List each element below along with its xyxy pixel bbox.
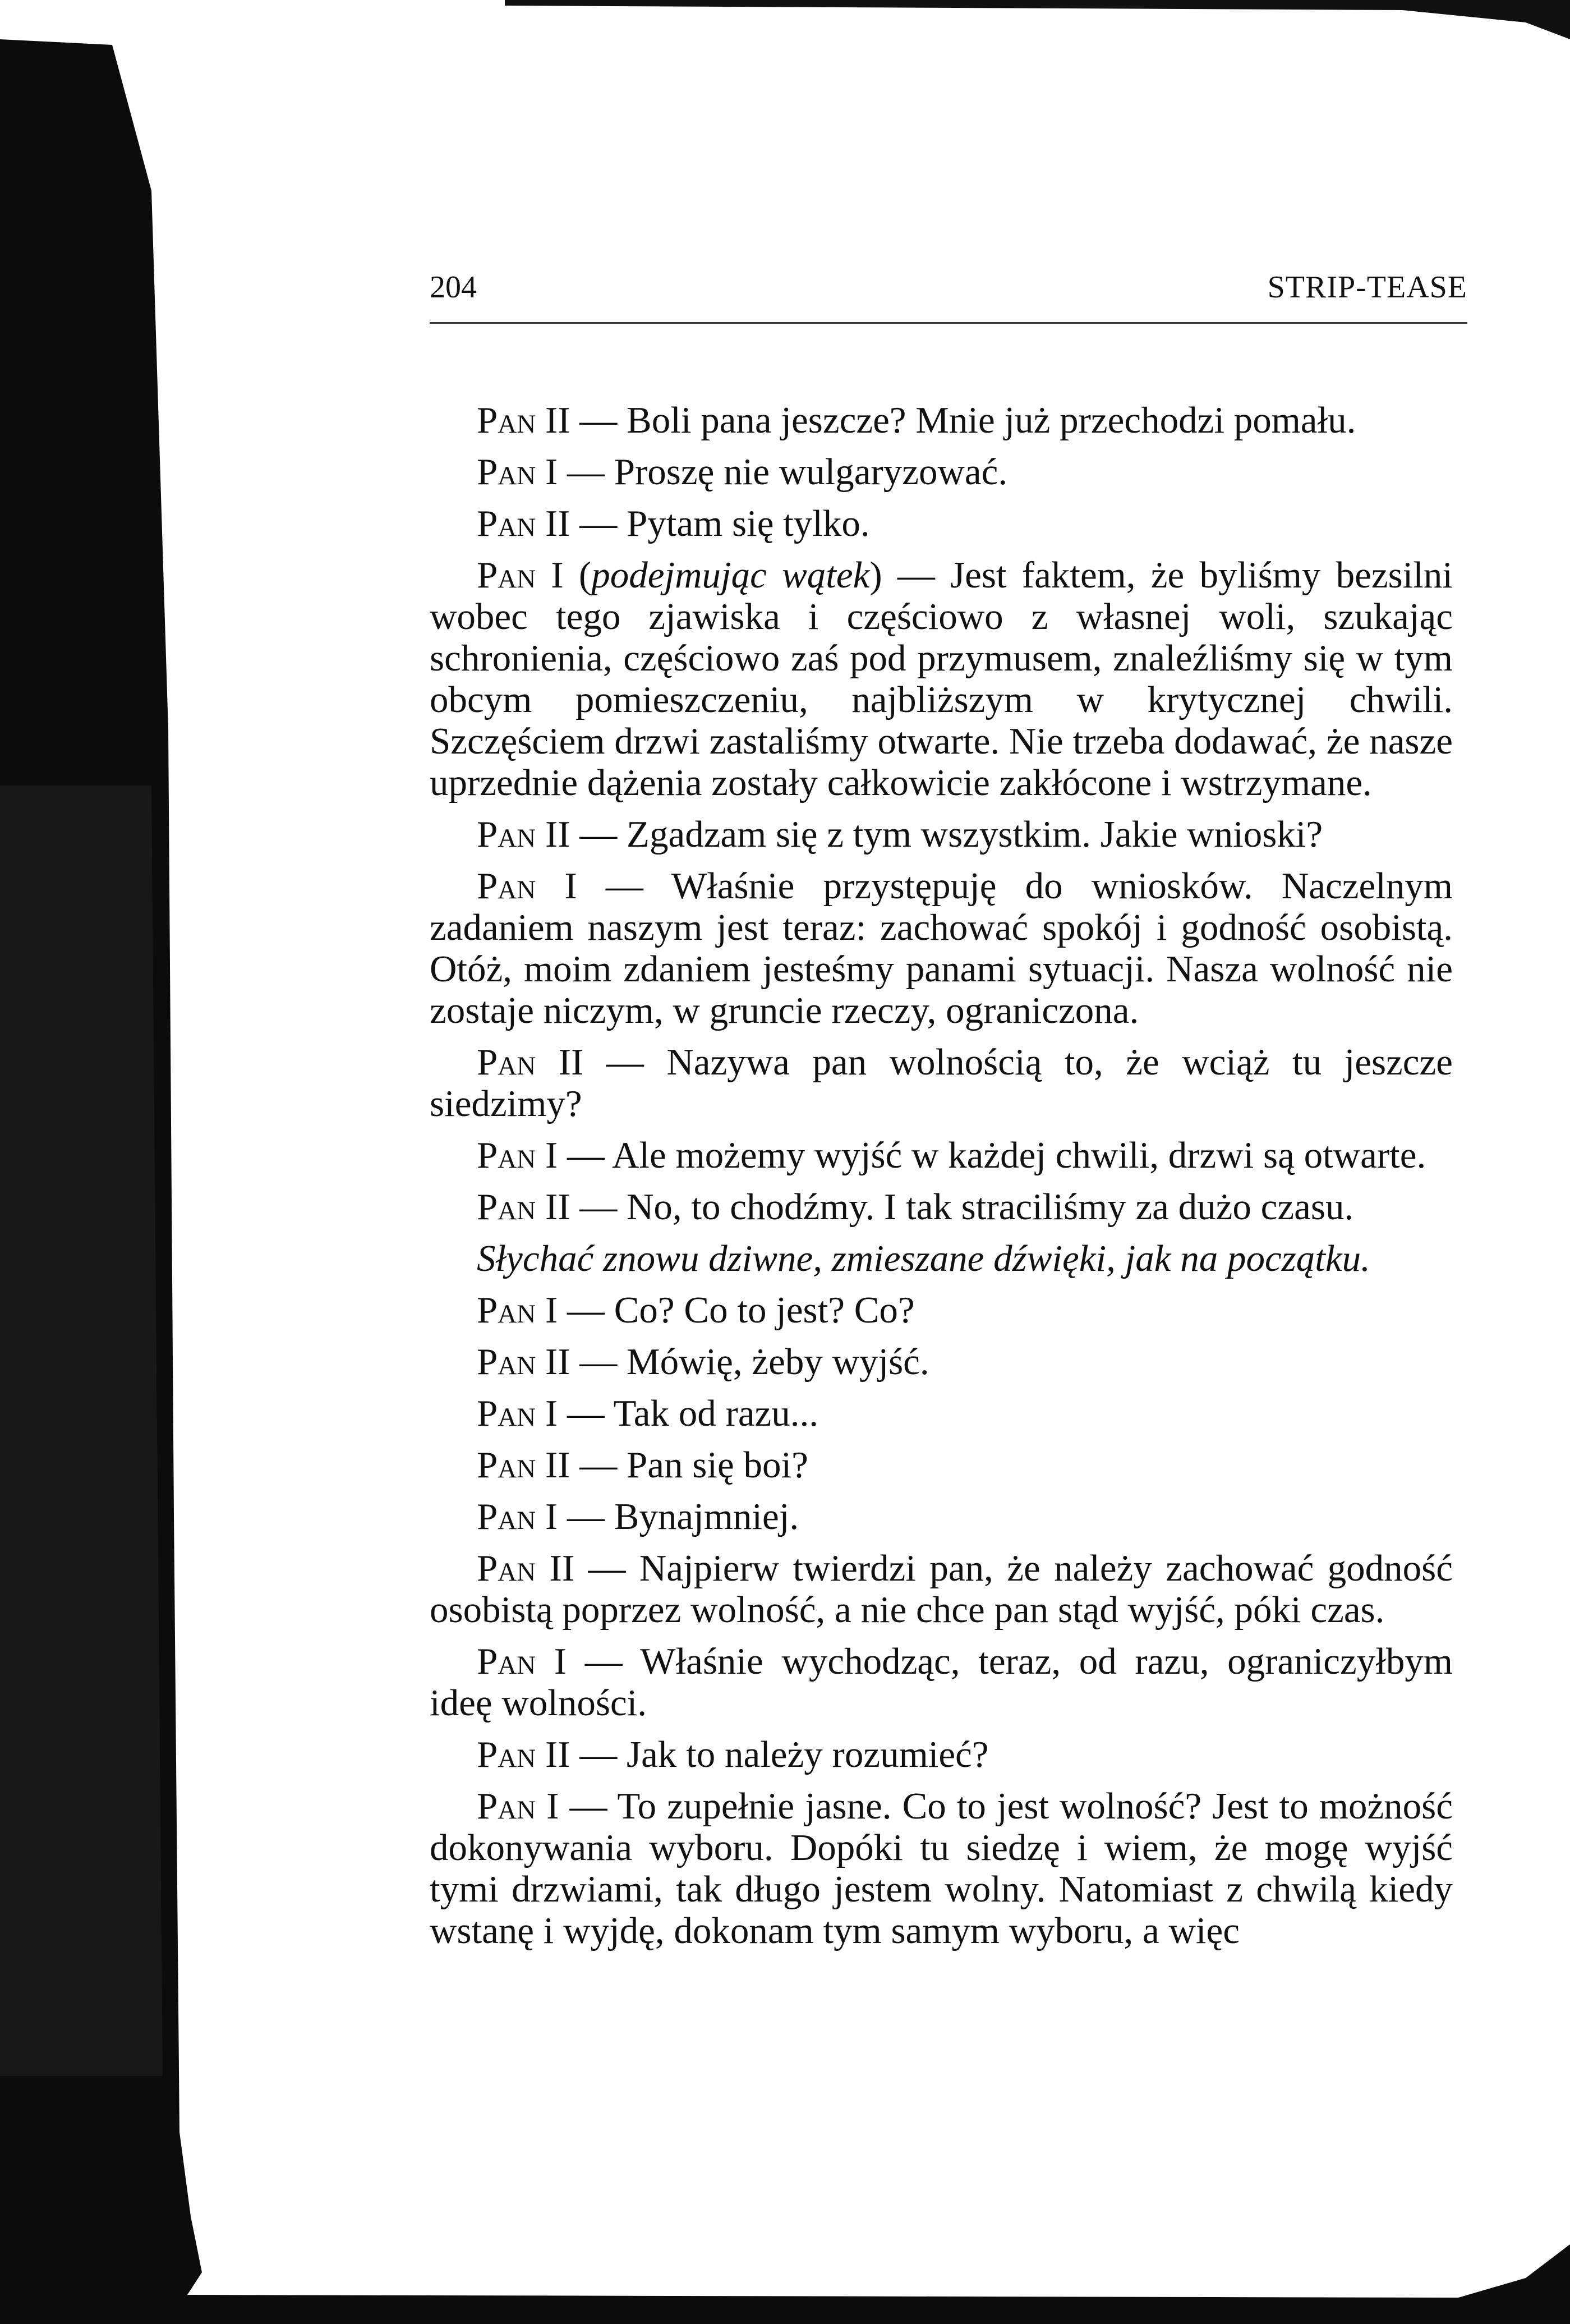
speaker-name: Pan I xyxy=(477,554,564,596)
speaker-name: Pan I xyxy=(477,865,577,907)
speaker-name: Pan II xyxy=(477,399,570,441)
speaker-name: Pan I xyxy=(477,1785,559,1827)
speaker-name: Pan II xyxy=(477,503,570,544)
dialogue-line xyxy=(430,1496,1453,1537)
speaker-name: Pan II xyxy=(477,1547,575,1589)
header-rule xyxy=(430,322,1467,324)
dialogue-line xyxy=(430,1186,1453,1228)
running-title: STRIP-TEASE xyxy=(1267,270,1467,305)
em-dash: — xyxy=(584,1641,623,1682)
dialogue-line xyxy=(430,1041,1453,1124)
dialogue-line xyxy=(430,1444,1453,1486)
line-text: Jak to należy rozumieć? xyxy=(627,1734,989,1775)
dialogue-line xyxy=(430,814,1453,855)
em-dash: — xyxy=(579,1734,618,1775)
dialogue-line xyxy=(430,1785,1453,1951)
speaker-name: Pan II xyxy=(477,1444,570,1486)
line-text: Zgadzam się z tym wszystkim. Jakie wnioski? xyxy=(627,814,1323,855)
dialogue-line xyxy=(430,1135,1453,1176)
dialogue-line xyxy=(430,1734,1453,1775)
line-text: Pan się boi? xyxy=(627,1444,808,1486)
speaker-name: Pan II xyxy=(477,1186,570,1228)
line-text: Nazywa pan wolnością to, że wciąż tu jeszcze siedzimy? xyxy=(430,1041,1453,1124)
speaker-name: Pan II xyxy=(477,1734,570,1775)
dialogue-line xyxy=(430,865,1453,1031)
em-dash: — xyxy=(579,399,618,441)
em-dash: — xyxy=(606,1041,644,1083)
em-dash: — xyxy=(567,1496,605,1537)
em-dash: — xyxy=(569,1785,607,1827)
em-dash: — xyxy=(579,503,618,544)
dialogue-line xyxy=(430,451,1453,493)
line-text: Najpierw twierdzi pan, że należy zachować godność osobistą poprzez wolność, a nie chce pan stąd wyjść, póki czas. xyxy=(430,1547,1453,1631)
em-dash: — xyxy=(579,1341,618,1383)
em-dash: — xyxy=(588,1547,626,1589)
dialogue-line xyxy=(430,1393,1453,1434)
speaker-name: Pan II xyxy=(477,1041,584,1083)
line-text: Właśnie wychodząc, teraz, od razu, ograniczyłbym ideę wolności. xyxy=(430,1641,1453,1724)
line-text: Proszę nie wulgaryzować. xyxy=(614,451,1008,493)
dialogue-text xyxy=(430,399,1453,1962)
bottom-page-edge xyxy=(168,2244,1570,2324)
em-dash: — xyxy=(897,554,935,596)
line-text: No, to chodźmy. I tak straciliśmy za dużo czasu. xyxy=(627,1186,1354,1228)
speaker-name: Pan II xyxy=(477,814,570,855)
em-dash: — xyxy=(567,1289,605,1331)
em-dash: — xyxy=(567,1393,605,1434)
line-text: Ale możemy wyjść w każdej chwili, drzwi są otwarte. xyxy=(612,1135,1426,1176)
speaker-name: Pan I xyxy=(477,1135,558,1176)
line-text: To zupełnie jasne. Co to jest wolność? Jest to możność dokonywania wyboru. Dopóki tu siedzę i wiem, że mogę wyjść tymi drzwiami, tak długo jestem wolny. Natomiast z chwilą kiedy wstanę i wyjdę, dokonam tym samym wyboru, a więc xyxy=(430,1785,1453,1951)
speaker-name: Pan I xyxy=(477,1496,558,1537)
line-text: Pytam się tylko. xyxy=(627,503,870,544)
em-dash: — xyxy=(567,451,605,493)
line-text: Jest faktem, że byliśmy bezsilni wobec tego zjawiska i częściowo z własnej woli, szukając schronienia, częściowo zaś pod przymusem, znaleźliśmy się w tym obcym pomieszczeniu, najbliższym w krytycznej chwili. Szczęściem drzwi zastaliśmy otwarte. Nie trzeba dodawać, że nasze uprzednie dążenia zostały całkowicie zakłócone i wstrzymane. xyxy=(430,554,1453,803)
line-text: Boli pana jeszcze? Mnie już przechodzi pomału. xyxy=(627,399,1356,441)
em-dash: — xyxy=(579,1444,618,1486)
dialogue-line xyxy=(430,1289,1453,1331)
dialogue-line xyxy=(430,399,1453,441)
dialogue-line: Pan I (podejmując wątek) — Jest faktem, że byliśmy bezsilni wobec tego zjawiska i częściowo z własnej woli, szukając schronienia, częściowo zaś pod przymusem, znaleźliśmy się w tym obcym pomieszczeniu, najbliższym w krytycznej chwili. Szczęściem drzwi zastaliśmy otwarte. Nie trzeba dodawać, że nasze uprzednie dążenia zostały całkowicie zakłócone i wstrzymane. xyxy=(430,554,1453,803)
line-text: Bynajmniej. xyxy=(614,1496,799,1537)
speaker-name: Pan II xyxy=(477,1341,570,1383)
page-header xyxy=(430,269,1467,314)
speaker-name: Pan I xyxy=(477,1641,567,1682)
line-text: Właśnie przystępuję do wniosków. Naczelnym zadaniem naszym jest teraz: zachować spokój i godność osobistą. Otóż, moim zdaniem jesteśmy panami sytuacji. Nasza wolność nie zostaje niczym, w gruncie rzeczy, ograniczona. xyxy=(430,865,1453,1031)
line-text: Co? Co to jest? Co? xyxy=(614,1289,915,1331)
stage-aside: podejmując wątek xyxy=(591,554,870,596)
speaker-name: Pan I xyxy=(477,1289,558,1331)
page-number: 204 xyxy=(430,270,477,305)
em-dash: — xyxy=(579,1186,618,1228)
stage-direction: Słychać znowu dziwne, zmieszane dźwięki, jak na początku. xyxy=(477,1238,1370,1279)
dialogue-line xyxy=(430,1641,1453,1724)
spine-texture xyxy=(0,786,163,2076)
dialogue-line xyxy=(430,1341,1453,1383)
line-text: Mówię, żeby wyjść. xyxy=(627,1341,929,1383)
em-dash: — xyxy=(605,865,643,907)
speaker-name: Pan I xyxy=(477,451,558,493)
dialogue-line xyxy=(430,503,1453,544)
line-text: Tak od razu... xyxy=(613,1393,819,1434)
dialogue-line xyxy=(430,1547,1453,1631)
top-page-edge xyxy=(505,0,1570,39)
em-dash: — xyxy=(567,1135,605,1176)
em-dash: — xyxy=(579,814,618,855)
speaker-name: Pan I xyxy=(477,1393,558,1434)
